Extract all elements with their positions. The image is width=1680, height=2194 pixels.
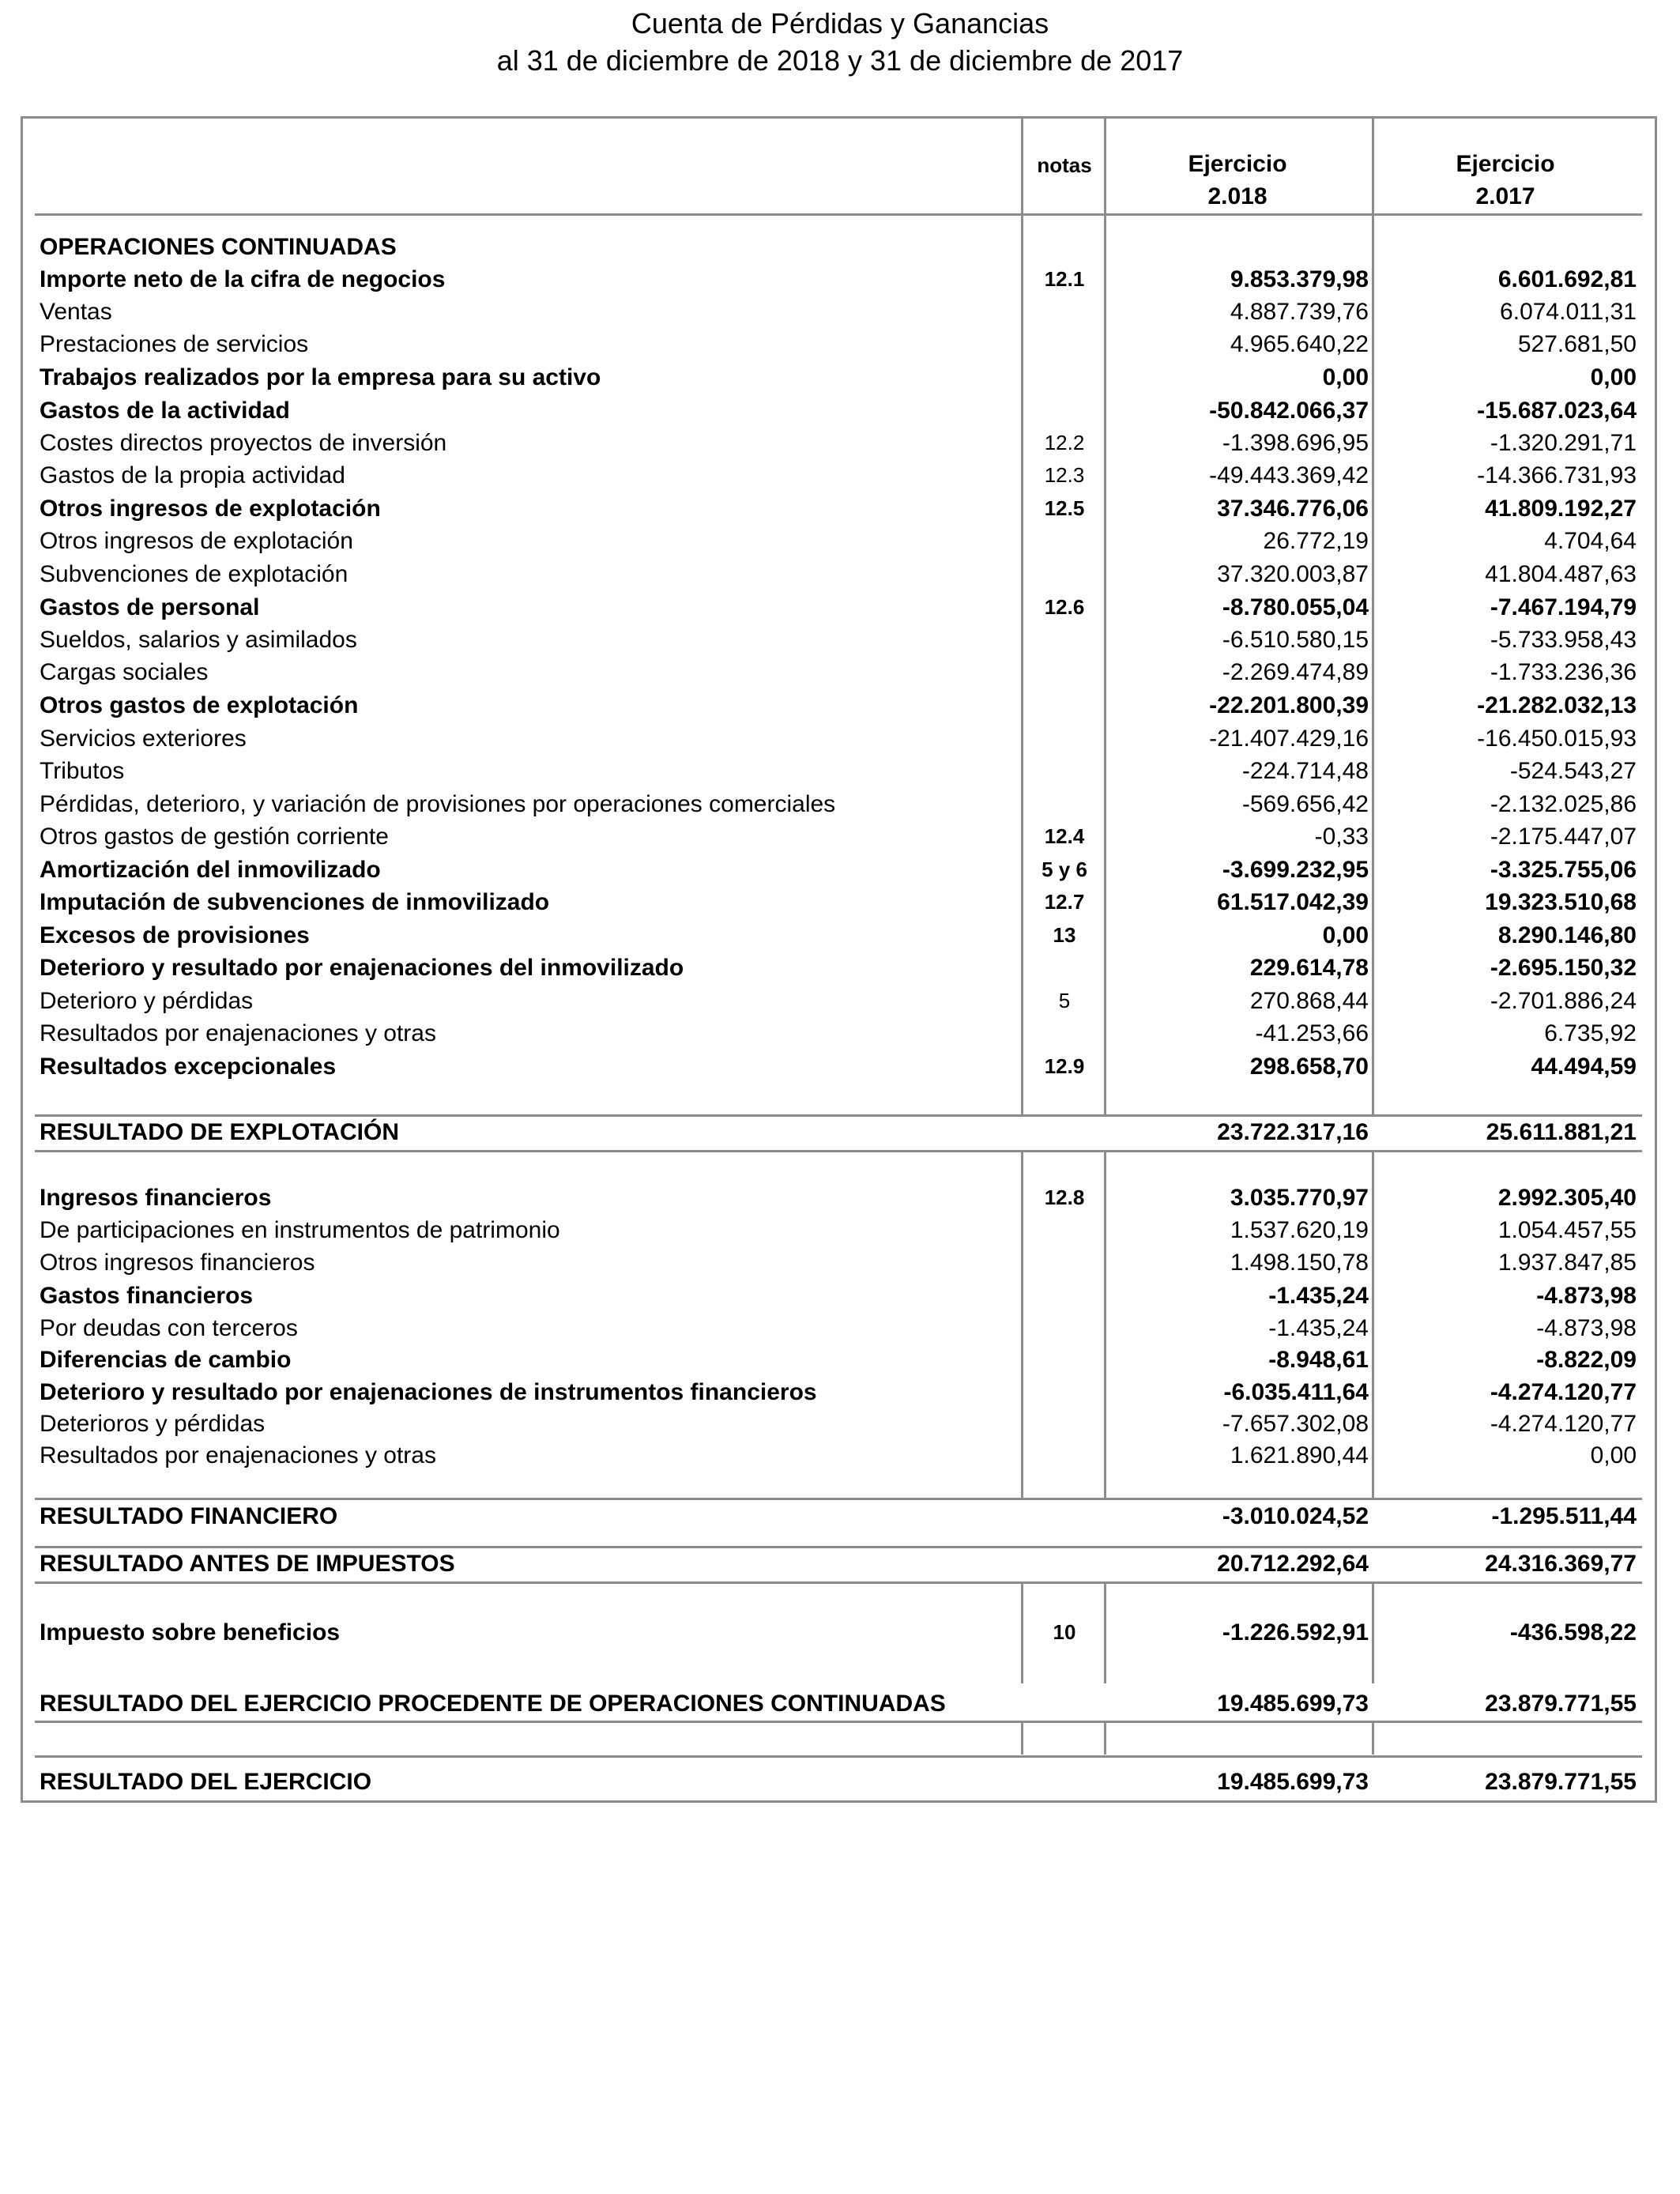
row-value-2017: 4.704,64: [1544, 528, 1637, 554]
table-row: [0, 624, 1680, 656]
row-note: 5: [1058, 989, 1071, 1012]
table-row: [0, 1050, 1680, 1083]
row-label: Otros ingresos de explotación: [40, 496, 381, 522]
document-title: [0, 5, 1680, 79]
row-note: [1023, 231, 1106, 263]
row-value-2018: -1.435,24: [1268, 1315, 1369, 1341]
row-value-2017: 1.937.847,85: [1497, 1250, 1637, 1276]
row-label: Resultados por enajenaciones y otras: [40, 1020, 436, 1046]
row-label: Resultados por enajenaciones y otras: [40, 1442, 436, 1468]
row-value-2017: -4.274.120,77: [1490, 1411, 1637, 1437]
row-value-2017: -4.274.120,77: [1490, 1379, 1637, 1405]
row-value-2018: [1106, 231, 1369, 263]
table-row: [0, 1182, 1680, 1214]
row-note: 12.4: [1044, 824, 1085, 848]
row-label: Deterioro y resultado por enajenaciones de instrumentos financieros: [40, 1379, 817, 1405]
table-row: [0, 656, 1680, 688]
row-note: 12.8: [1044, 1186, 1085, 1209]
row-value-2018: -41.253,66: [1255, 1020, 1369, 1046]
row-value-2017: -2.695.150,32: [1490, 955, 1637, 981]
table-row: [0, 722, 1680, 755]
row-value-2017: 19.323.510,68: [1485, 889, 1637, 915]
row-value-2017: -4.873,98: [1536, 1315, 1637, 1341]
row-label: Gastos financieros: [40, 1283, 254, 1309]
row-value-2018: 9.853.379,98: [1230, 266, 1369, 292]
row-value-2017: -14.366.731,93: [1477, 462, 1637, 488]
row-note: [1023, 328, 1106, 360]
row-note: [1023, 1500, 1106, 1532]
row-label: Diferencias de cambio: [40, 1347, 292, 1373]
row-note: 12.2: [1044, 431, 1085, 454]
row-note: [1023, 1246, 1106, 1279]
row-label: De participaciones en instrumentos de patrimonio: [40, 1217, 560, 1243]
row-value-2017: 23.879.771,55: [1485, 1691, 1637, 1717]
table-row: [0, 525, 1680, 557]
row-note: [1023, 755, 1106, 787]
row-note: 5 y 6: [1042, 858, 1087, 881]
header-col-2017-line1: Ejercicio: [1456, 151, 1555, 177]
table-row: [0, 459, 1680, 492]
row-value-2018: 3.035.770,97: [1230, 1185, 1369, 1211]
row-note: 12.9: [1044, 1054, 1085, 1078]
row-value-2017: 0,00: [1590, 1442, 1637, 1468]
row-value-2017: 24.316.369,77: [1485, 1551, 1637, 1577]
row-note: [1023, 1547, 1106, 1580]
table-row: [0, 231, 1680, 263]
row-label: Gastos de la propia actividad: [40, 462, 345, 488]
row-value-2018: -22.201.800,39: [1209, 692, 1369, 718]
row-value-2018: 0,00: [1322, 364, 1369, 390]
row-note: [1023, 689, 1106, 722]
row-note: [1023, 361, 1106, 394]
row-note: [1023, 1439, 1106, 1472]
row-value-2017: -2.132.025,86: [1490, 791, 1637, 817]
row-label: Cargas sociales: [40, 659, 209, 685]
column-rule: [1021, 1723, 1023, 1755]
row-note: 12.5: [1044, 496, 1085, 520]
row-value-2017: 25.611.881,21: [1486, 1119, 1637, 1145]
table-row: [0, 886, 1680, 918]
row-value-2017: 0,00: [1590, 364, 1637, 390]
table-row: [0, 558, 1680, 590]
title-line-1: Cuenta de Pérdidas y Ganancias: [631, 7, 1049, 40]
row-value-2017: -1.733.236,36: [1490, 659, 1637, 685]
row-value-2018: -6.510.580,15: [1222, 627, 1369, 653]
table-row: [0, 1687, 1680, 1720]
row-value-2017: 6.735,92: [1544, 1020, 1637, 1046]
row-value-2018: 1.537.620,19: [1230, 1217, 1369, 1243]
row-value-2017: 6.074.011,31: [1500, 299, 1637, 325]
row-note: [1023, 722, 1106, 755]
row-label: Costes directos proyectos de inversión: [40, 430, 447, 456]
row-value-2017: 2.992.305,40: [1497, 1185, 1637, 1211]
row-value-2017: 527.681,50: [1517, 331, 1637, 357]
row-label: Servicios exteriores: [40, 726, 247, 752]
row-note: 12.1: [1044, 267, 1085, 291]
table-row: [0, 1116, 1680, 1148]
row-value-2018: 270.868,44: [1249, 988, 1369, 1014]
table-row: [0, 361, 1680, 394]
row-note: [1023, 952, 1106, 984]
row-value-2017: -4.873,98: [1536, 1283, 1637, 1309]
header-col-2018-line1: Ejercicio: [1188, 151, 1287, 177]
row-label: Ingresos financieros: [40, 1185, 272, 1211]
row-note: [1023, 788, 1106, 820]
row-label: Deterioros y pérdidas: [40, 1411, 266, 1437]
table-row: [0, 1246, 1680, 1279]
header-col-2018-line2: 2.018: [1207, 183, 1268, 209]
row-value-2017: -7.467.194,79: [1490, 594, 1637, 620]
row-note: [1023, 1116, 1106, 1148]
row-label: RESULTADO DE EXPLOTACIÓN: [40, 1119, 400, 1145]
row-value-2018: -21.407.429,16: [1209, 726, 1369, 752]
row-label: Pérdidas, deterioro, y variación de provisiones por operaciones comerciales: [40, 791, 836, 817]
row-value-2017: -15.687.023,64: [1477, 398, 1637, 424]
row-rule: [35, 1755, 1642, 1758]
row-value-2018: 23.722.317,16: [1217, 1119, 1369, 1145]
table-row: [0, 1280, 1680, 1312]
table-row: [0, 1408, 1680, 1440]
row-value-2017: -524.543,27: [1509, 758, 1637, 784]
row-label: Por deudas con terceros: [40, 1315, 298, 1341]
row-value-2017: -436.598,22: [1509, 1619, 1637, 1646]
row-label: RESULTADO FINANCIERO: [40, 1503, 338, 1529]
row-label: Sueldos, salarios y asimilados: [40, 627, 357, 653]
row-note: 13: [1053, 923, 1076, 947]
row-value-2018: -1.435,24: [1268, 1283, 1369, 1309]
row-label: Otros gastos de gestión corriente: [40, 824, 389, 850]
row-value-2018: 20.712.292,64: [1217, 1551, 1369, 1577]
row-value-2018: 1.621.890,44: [1230, 1442, 1369, 1468]
row-label: Importe neto de la cifra de negocios: [40, 266, 446, 292]
table-row: [0, 1376, 1680, 1408]
table-row: [0, 919, 1680, 952]
table-row: [0, 394, 1680, 427]
row-note: [1023, 624, 1106, 656]
row-value-2017: -21.282.032,13: [1477, 692, 1637, 718]
table-row: [0, 1616, 1680, 1649]
row-label: RESULTADO ANTES DE IMPUESTOS: [40, 1551, 455, 1577]
row-value-2018: -0,33: [1314, 824, 1369, 850]
row-value-2017: -5.733.958,43: [1490, 627, 1637, 653]
row-label: Deterioro y resultado por enajenaciones del inmovilizado: [40, 955, 684, 981]
row-label: Otros ingresos de explotación: [40, 528, 353, 554]
row-label: Prestaciones de servicios: [40, 331, 309, 357]
row-note: [1023, 1280, 1106, 1312]
row-label: Trabajos realizados por la empresa para su activo: [40, 364, 601, 390]
row-note: [1023, 1408, 1106, 1440]
header-col-2017: [1374, 148, 1637, 213]
row-note: [1023, 1766, 1106, 1798]
column-rule: [1104, 1723, 1106, 1755]
title-line-2: al 31 de diciembre de 2018 y 31 de diciembre de 2017: [496, 44, 1184, 77]
row-rule: [35, 1721, 1642, 1723]
table-row: [0, 755, 1680, 787]
table-row: [0, 952, 1680, 984]
row-value-2018: 1.498.150,78: [1230, 1250, 1369, 1276]
row-value-2018: -8.780.055,04: [1222, 594, 1369, 620]
row-value-2018: -7.657.302,08: [1222, 1411, 1369, 1437]
row-value-2018: -569.656,42: [1241, 791, 1369, 817]
table-row: [0, 328, 1680, 360]
table-row: [0, 788, 1680, 820]
row-note: [1023, 1376, 1106, 1408]
table-row: [0, 820, 1680, 853]
row-rule: [35, 1581, 1642, 1584]
column-rule: [1372, 1723, 1374, 1755]
row-label: Impuesto sobre beneficios: [40, 1619, 341, 1646]
row-rule: [35, 213, 1642, 216]
row-value-2018: 37.346.776,06: [1217, 496, 1369, 522]
row-value-2017: 23.879.771,55: [1485, 1769, 1637, 1795]
row-value-2017: 6.601.692,81: [1497, 266, 1637, 292]
row-value-2018: -1.226.592,91: [1222, 1619, 1369, 1646]
row-value-2018: -2.269.474,89: [1222, 659, 1369, 685]
row-value-2018: 19.485.699,73: [1217, 1769, 1369, 1795]
row-note: [1023, 1312, 1106, 1344]
row-label: Otros gastos de explotación: [40, 692, 359, 718]
table-row: [0, 689, 1680, 722]
row-label: Resultados excepcionales: [40, 1054, 337, 1080]
header-col-2018: [1106, 148, 1369, 213]
table-row: [0, 591, 1680, 624]
table-row: [0, 492, 1680, 525]
row-note: [1023, 1017, 1106, 1050]
row-value-2018: -49.443.369,42: [1209, 462, 1369, 488]
table-row: [0, 1214, 1680, 1246]
row-note: [1023, 394, 1106, 427]
table-row: [0, 296, 1680, 328]
row-label: OPERACIONES CONTINUADAS: [40, 234, 397, 260]
row-label: RESULTADO DEL EJERCICIO: [40, 1769, 372, 1795]
row-value-2018: 229.614,78: [1249, 955, 1369, 981]
row-note: [1023, 1214, 1106, 1246]
row-value-2017: 41.809.192,27: [1485, 496, 1637, 522]
table-row: [0, 854, 1680, 886]
row-rule: [35, 1150, 1642, 1152]
row-note: [1023, 296, 1106, 328]
table-row: [0, 1766, 1680, 1798]
row-value-2018: 0,00: [1322, 922, 1369, 948]
row-value-2018: -3.010.024,52: [1222, 1503, 1369, 1529]
row-value-2018: 19.485.699,73: [1217, 1691, 1369, 1717]
row-note: [1023, 1687, 1106, 1720]
row-value-2018: 298.658,70: [1249, 1054, 1369, 1080]
row-value-2017: -1.320.291,71: [1490, 430, 1637, 456]
row-label: Excesos de provisiones: [40, 922, 310, 948]
row-value-2018: 26.772,19: [1263, 528, 1369, 554]
row-note: [1023, 1344, 1106, 1376]
row-value-2017: -1.295.511,44: [1491, 1503, 1637, 1529]
row-label: Gastos de la actividad: [40, 398, 290, 424]
table-row: [0, 1547, 1680, 1580]
row-value-2018: 4.887.739,76: [1230, 299, 1369, 325]
row-value-2017: -16.450.015,93: [1477, 726, 1637, 752]
row-label: Deterioro y pérdidas: [40, 988, 254, 1014]
row-value-2017: -2.701.886,24: [1490, 988, 1637, 1014]
row-value-2017: 41.804.487,63: [1485, 561, 1637, 587]
header-notas: notas: [1037, 153, 1092, 177]
row-value-2017: -2.175.447,07: [1490, 824, 1637, 850]
row-value-2017: [1374, 231, 1637, 263]
row-value-2018: 37.320.003,87: [1217, 561, 1369, 587]
header-col-2017-line2: 2.017: [1475, 183, 1535, 209]
row-value-2018: 61.517.042,39: [1217, 889, 1369, 915]
row-value-2017: -8.822,09: [1536, 1347, 1637, 1373]
row-label: Ventas: [40, 299, 112, 325]
row-value-2018: -224.714,48: [1241, 758, 1369, 784]
row-value-2018: 4.965.640,22: [1230, 331, 1369, 357]
row-note: 12.3: [1044, 463, 1085, 487]
row-note: [1023, 656, 1106, 688]
table-row: [0, 1439, 1680, 1472]
table-row: [0, 427, 1680, 459]
row-value-2018: -8.948,61: [1268, 1347, 1369, 1373]
row-value-2017: 44.494,59: [1531, 1054, 1637, 1080]
table-row: [0, 985, 1680, 1017]
row-value-2018: -1.398.696,95: [1222, 430, 1369, 456]
row-note: [1023, 525, 1106, 557]
table-row: [0, 1500, 1680, 1532]
row-label: Gastos de personal: [40, 594, 260, 620]
row-value-2017: 8.290.146,80: [1497, 922, 1637, 948]
row-label: Otros ingresos financieros: [40, 1250, 315, 1276]
row-value-2018: -3.699.232,95: [1222, 857, 1369, 883]
row-note: 12.6: [1044, 595, 1085, 619]
row-note: [1023, 558, 1106, 590]
table-row: [0, 263, 1680, 296]
row-value-2017: 1.054.457,55: [1497, 1217, 1637, 1243]
row-label: Imputación de subvenciones de inmovilizado: [40, 889, 550, 915]
row-value-2018: -50.842.066,37: [1209, 398, 1369, 424]
row-label: Tributos: [40, 758, 125, 784]
row-value-2018: -6.035.411,64: [1223, 1379, 1369, 1405]
row-label: Amortización del inmovilizado: [40, 857, 381, 883]
row-note: 10: [1053, 1620, 1076, 1644]
row-label: Subvenciones de explotación: [40, 561, 348, 587]
row-note: 12.7: [1044, 890, 1085, 914]
table-row: [0, 1344, 1680, 1376]
row-label: RESULTADO DEL EJERCICIO PROCEDENTE DE OPERACIONES CONTINUADAS: [40, 1691, 946, 1717]
table-row: [0, 1017, 1680, 1050]
table-row: [0, 1312, 1680, 1344]
row-value-2017: -3.325.755,06: [1490, 857, 1637, 883]
